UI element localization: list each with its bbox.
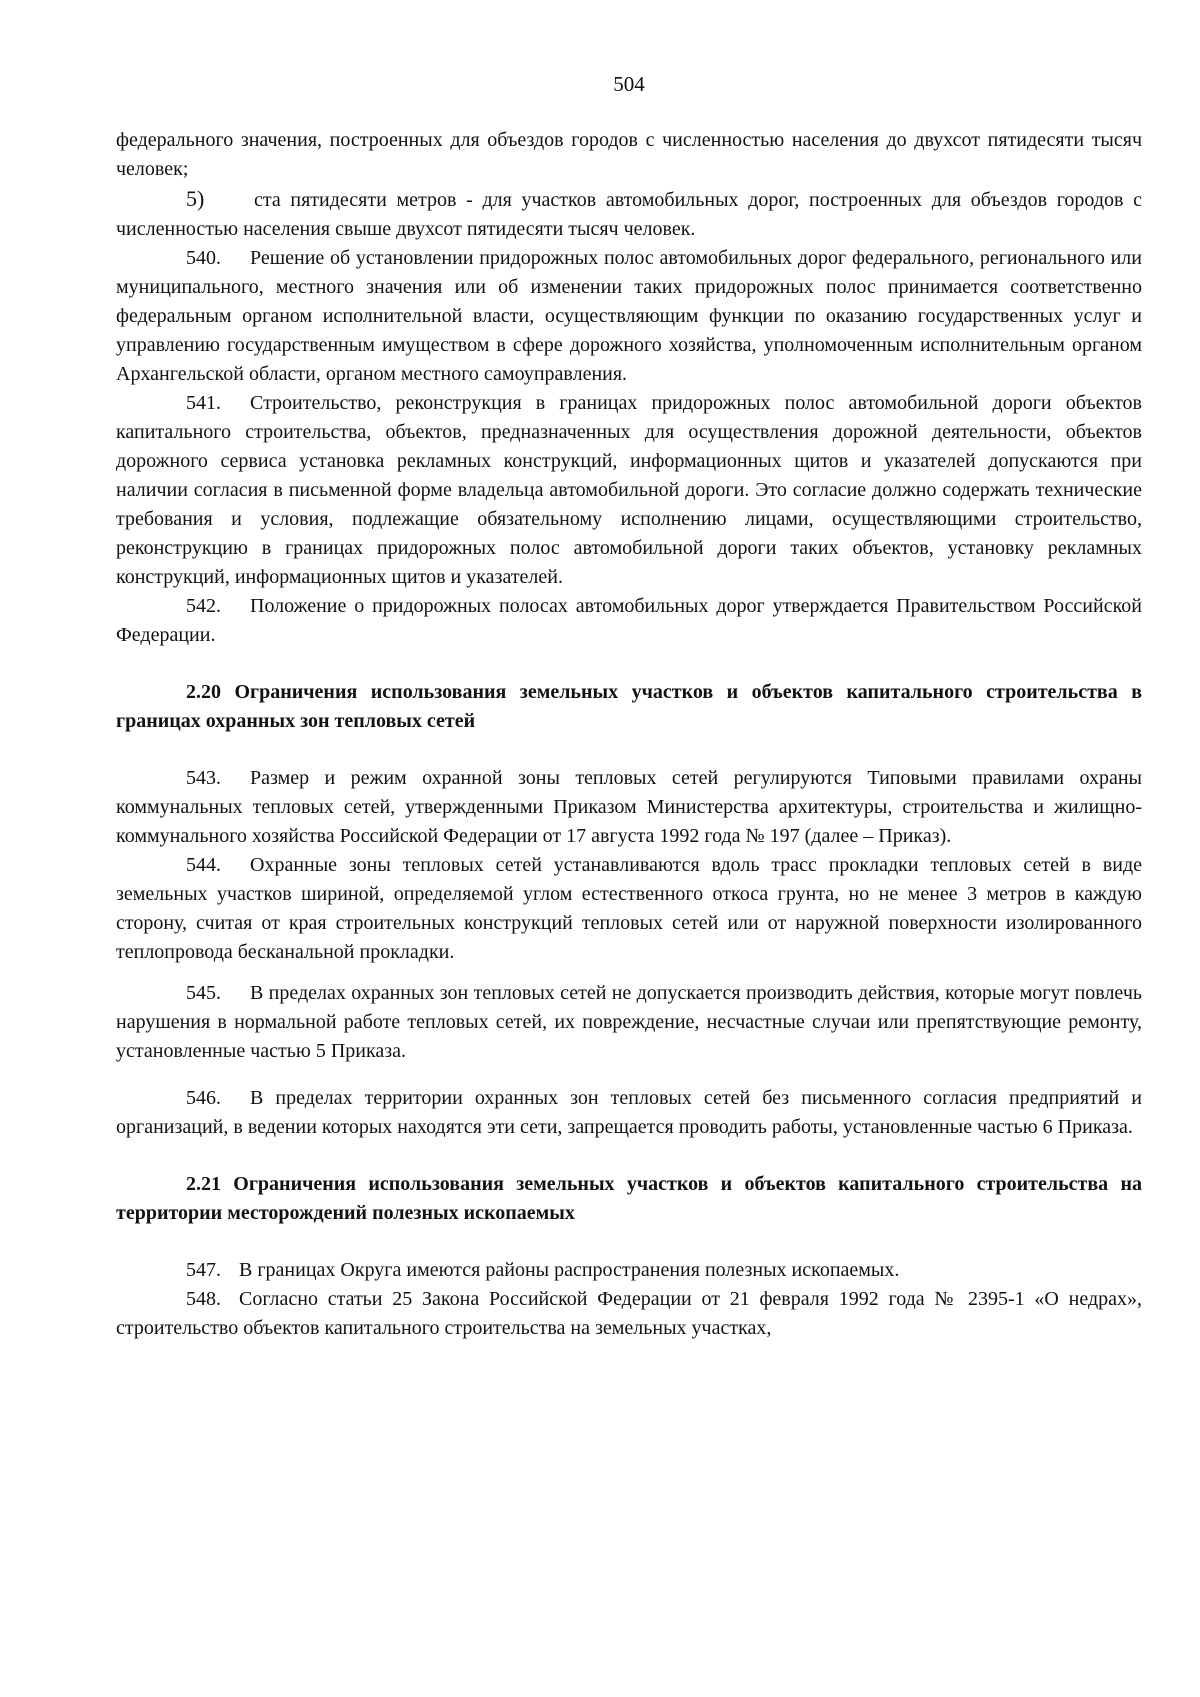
paragraph-number: 540. (186, 247, 221, 269)
paragraph-text: Решение об установлении придорожных полос автомобильных дорог федерального, регионального или муниципального, местного значения или об изменении таких придорожных полос принимается соответственно федеральным органом исполнительной власти, осуществляющим функции по оказанию государственных услуг и управлению государственным имуществом в сфере дорожного хозяйства, уполномоченным исполнительным органом Архангельской области, органом местного самоуправления. (116, 247, 1142, 385)
paragraph-number: 548. (186, 1288, 221, 1310)
paragraph-number: 547. (186, 1259, 221, 1281)
paragraph-548 (116, 1285, 1142, 1343)
paragraph-text: Согласно статьи 25 Закона Российской Федерации от 21 февраля 1992 года № 2395-1 «О недрах», строительство объектов капитального строительства на земельных участках, (116, 1288, 1142, 1339)
paragraph-continuation: федерального значения, построенных для объездов городов с численностью населения до двухсот пятидесяти тысяч человек; (116, 129, 1142, 180)
list-item-5 (116, 184, 1142, 244)
paragraph-text: В пределах территории охранных зон тепловых сетей без письменного согласия предприятий и организаций, в ведении которых находятся эти сети, запрещается проводить работы, установленные частью 6 Приказа. (116, 1087, 1142, 1138)
paragraph-542 (116, 592, 1142, 650)
list-number: 5) (186, 186, 205, 211)
paragraph-546 (116, 1084, 1142, 1142)
paragraph-540 (116, 244, 1142, 389)
document-body (116, 126, 1142, 1343)
paragraph-text: Строительство, реконструкция в границах придорожных полос автомобильной дороги объектов капитального строительства, объектов, предназначенных для осуществления дорожной деятельности, объектов дорожного сервиса установка рекламных конструкций, информационных щитов и указателей допускаются при наличии согласия в письменной форме владельца автомобильной дороги. Это согласие должно содержать технические требования и условия, подлежащие обязательному исполнению лицами, осуществляющими строительство, реконструкцию в границах придорожных полос автомобильной дороги таких объектов, установку рекламных конструкций, информационных щитов и указателей. (116, 392, 1142, 588)
paragraph-544 (116, 851, 1142, 967)
page-number: 504 (613, 72, 645, 96)
paragraph-text: В границах Округа имеются районы распространения полезных ископаемых. (239, 1259, 900, 1281)
paragraph-text: В пределах охранных зон тепловых сетей не допускается производить действия, которые могут повлечь нарушения в нормальной работе тепловых сетей, их повреждение, несчастные случаи или препятствующие ремонту, установленные частью 5 Приказа. (116, 982, 1142, 1062)
paragraph-number: 543. (186, 767, 221, 789)
section-heading-2-20: 2.20 Ограничения использования земельных участков и объектов капитального строительства в границах охранных зон тепловых сетей (116, 681, 1142, 732)
paragraph-text: Размер и режим охранной зоны тепловых сетей регулируются Типовыми правилами охраны коммунальных тепловых сетей, утвержденными Приказом Министерства архитектуры, строительства и жилищно-коммунального хозяйства Российской Федерации от 17 августа 1992 года № 197 (далее – Приказ). (116, 767, 1142, 847)
paragraph-number: 545. (186, 982, 221, 1004)
paragraph-text: Охранные зоны тепловых сетей устанавливаются вдоль трасс прокладки тепловых сетей в виде земельных участков шириной, определяемой углом естественного откоса грунта, но не менее 3 метров в каждую сторону, считая от края строительных конструкций тепловых сетей или от наружной поверхности изолированного теплопровода бесканальной прокладки. (116, 854, 1142, 963)
paragraph-number: 542. (186, 595, 221, 617)
paragraph-number: 541. (186, 392, 221, 414)
paragraph-541 (116, 389, 1142, 592)
paragraph-text: Положение о придорожных полосах автомобильных дорог утверждается Правительством Российской Федерации. (116, 595, 1142, 646)
paragraph-545 (116, 979, 1142, 1066)
paragraph-543 (116, 764, 1142, 851)
list-item-text: ста пятидесяти метров - для участков автомобильных дорог, построенных для объездов городов с численностью населения свыше двухсот пятидесяти тысяч человек. (116, 189, 1142, 240)
paragraph-number: 546. (186, 1087, 221, 1109)
section-heading-2-21: 2.21 Ограничения использования земельных участков и объектов капитального строительства на территории месторождений полезных ископаемых (116, 1173, 1142, 1224)
paragraph-547 (116, 1256, 1142, 1285)
paragraph-number: 544. (186, 854, 221, 876)
